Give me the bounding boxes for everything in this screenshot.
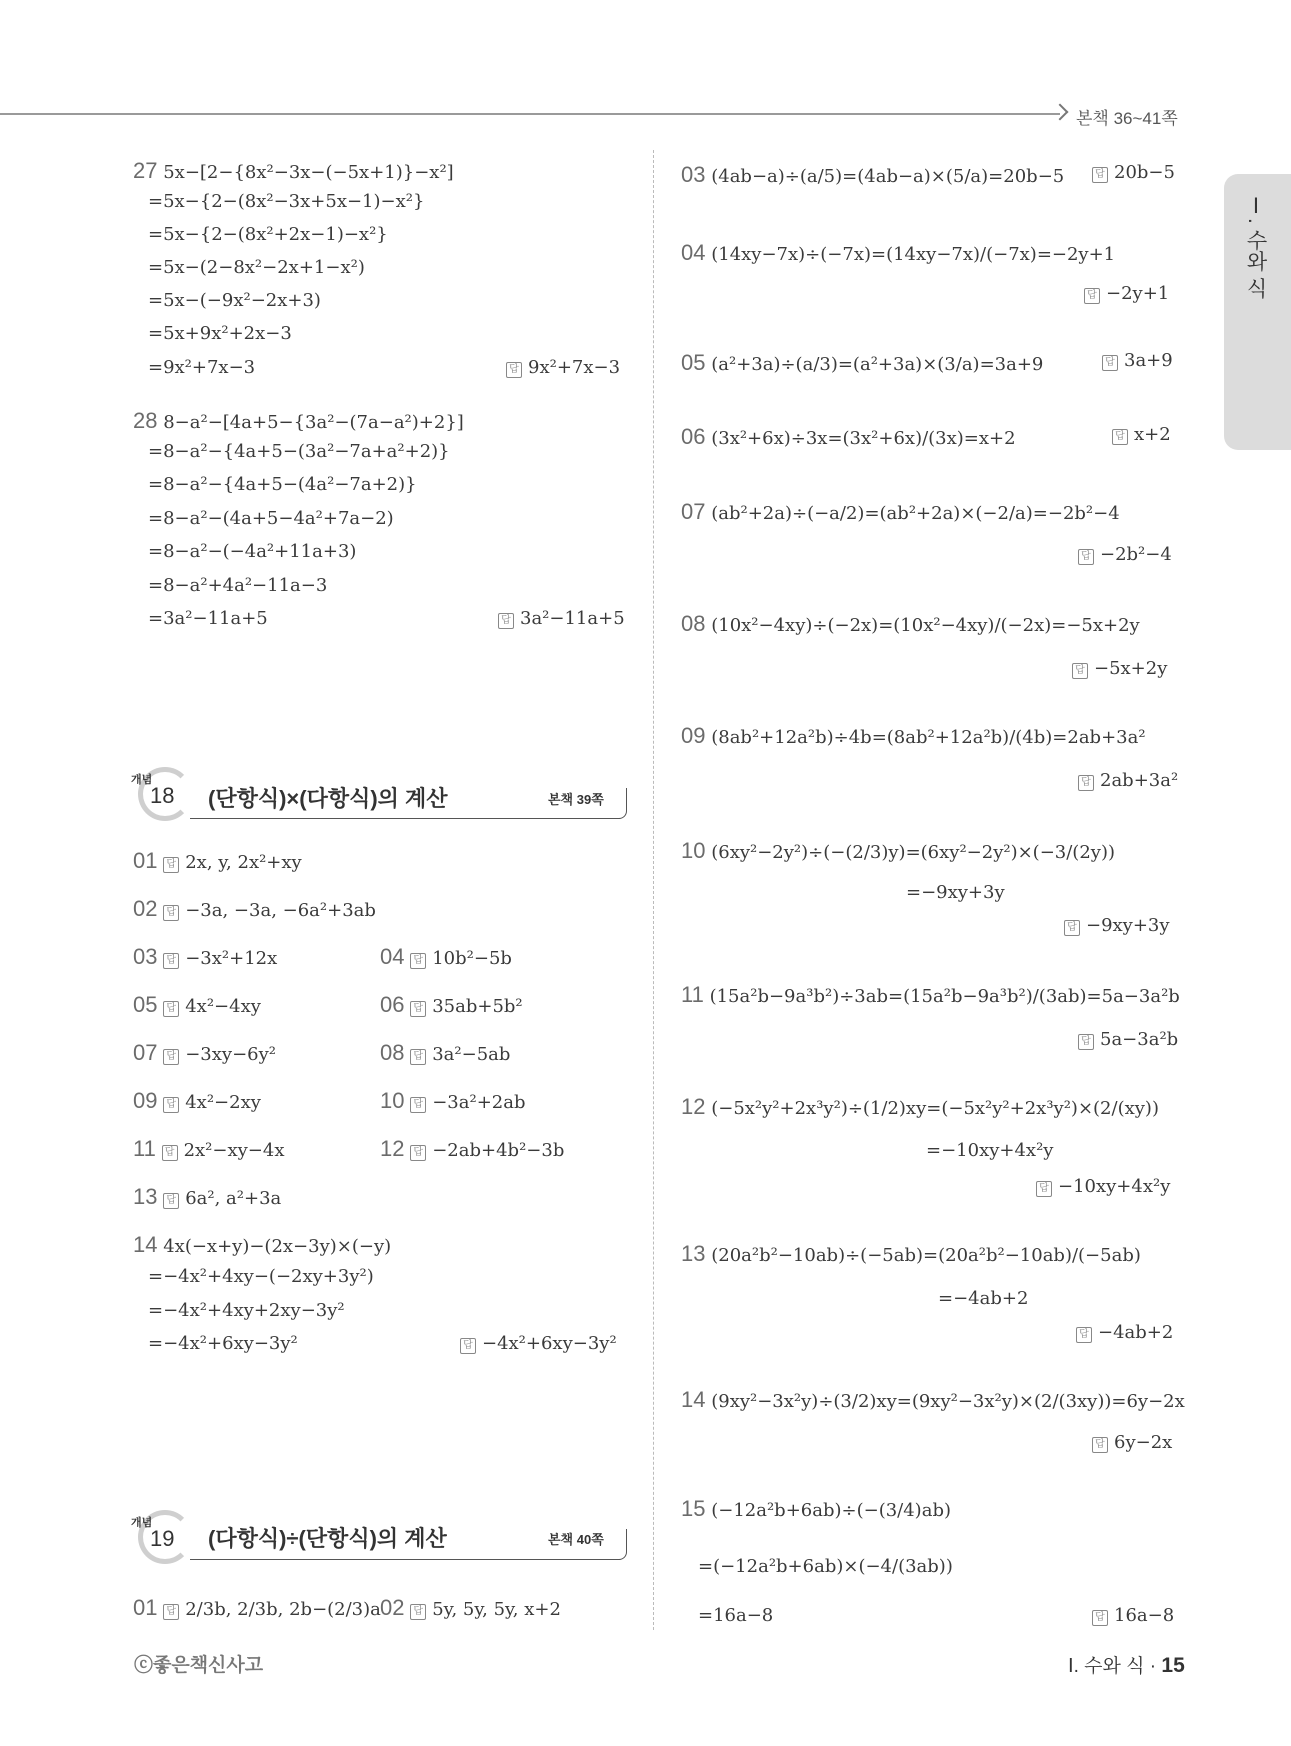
answer-icon: 답: [460, 1338, 476, 1354]
answer-icon: 답: [162, 1145, 178, 1161]
answer-icon: 답: [163, 1193, 179, 1209]
answer-icon: 답: [1092, 1610, 1108, 1626]
answer: 답 −10xy+4x²y: [1036, 1176, 1170, 1197]
answer: 답 16a−8: [1092, 1605, 1174, 1626]
answer-icon: 답: [1078, 549, 1094, 565]
answer: 답 2ab+3a²: [1078, 770, 1178, 791]
answer-item: 13 답 6a², a²+3a: [133, 1184, 282, 1209]
answer-icon: 답: [1064, 920, 1080, 936]
solution-line: =5x+9x²+2x−3: [148, 323, 292, 344]
answer: 답 9x²+7x−3: [506, 357, 620, 378]
problem-number: 27: [133, 158, 158, 183]
section-title: (다항식)÷(단항식)의 계산: [208, 1526, 447, 1551]
solution-line: =−9xy+3y: [906, 882, 1005, 903]
answer-icon: 답: [506, 362, 522, 378]
solution-line: 11 (15a²b−9a³b²)÷3ab=(15a²b−9a³b²)/(3ab)=5a−3a²b: [681, 982, 1180, 1007]
solution-line: 14 4x(−x+y)−(2x−3y)×(−y): [133, 1232, 392, 1257]
answer-icon: 답: [163, 1049, 179, 1065]
solution-line: 09 (8ab²+12a²b)÷4b=(8ab²+12a²b)/(4b)=2ab+3a²: [681, 723, 1146, 748]
page-reference: 본책 36~41쪽: [1076, 109, 1178, 128]
page-number: 15: [1161, 1654, 1185, 1677]
answer: 답 −4x²+6xy−3y²: [460, 1333, 617, 1354]
solution-line: 13 (20a²b²−10ab)÷(−5ab)=(20a²b²−10ab)/(−5ab): [681, 1241, 1141, 1266]
solution-line: =5x−(−9x²−2x+3): [148, 290, 321, 311]
answer-icon: 답: [1036, 1181, 1052, 1197]
section-reference: 본책 40쪽: [548, 1532, 604, 1547]
answer-icon: 답: [163, 905, 179, 921]
answer: 답 3a²−11a+5: [498, 608, 625, 629]
answer-item: 10 답 −3a²+2ab: [380, 1088, 526, 1113]
answer-item: 06 답 35ab+5b²: [380, 992, 523, 1017]
footer-chapter: Ⅰ. 수와 식 · 15: [1068, 1654, 1185, 1677]
answer-icon: 답: [163, 857, 179, 873]
answer-icon: 답: [498, 613, 514, 629]
answer: 답 −2b²−4: [1078, 544, 1172, 565]
answer: 답 3a+9: [1102, 350, 1173, 371]
answer-item: 04 답 10b²−5b: [380, 944, 512, 969]
answer: 답 −2y+1: [1084, 283, 1169, 304]
answer-icon: 답: [1112, 429, 1128, 445]
answer: 답 −9xy+3y: [1064, 915, 1170, 936]
answer-item: 11 답 2x²−xy−4x: [133, 1136, 285, 1161]
solution-line: =8−a²−{4a+5−(3a²−7a+a²+2)}: [148, 441, 450, 462]
answer-icon: 답: [163, 1001, 179, 1017]
answer-icon: 답: [410, 1001, 426, 1017]
solution-line: 28 8−a²−[4a+5−{3a²−(7a−a²)+2}]: [133, 408, 464, 433]
section-number: 19: [150, 1526, 175, 1551]
answer-icon: 답: [1078, 1034, 1094, 1050]
solution-line: =8−a²−(4a+5−4a²+7a−2): [148, 508, 394, 529]
answer-item: 01 답 2/3b, 2/3b, 2b−(2/3)a: [133, 1595, 381, 1620]
answer-icon: 답: [163, 1097, 179, 1113]
answer: 답 −4ab+2: [1076, 1322, 1173, 1343]
answer-icon: 답: [1078, 775, 1094, 791]
section-number: 18: [150, 783, 175, 808]
chevron-right-icon: [1052, 104, 1069, 121]
answer-item: 08 답 3a²−5ab: [380, 1040, 511, 1065]
answer: 답 −5x+2y: [1072, 658, 1167, 679]
solution-line: =−10xy+4x²y: [926, 1140, 1054, 1161]
answer: 답 6y−2x: [1092, 1432, 1172, 1453]
answer-icon: 답: [410, 953, 426, 969]
solution-line: 14 (9xy²−3x²y)÷(3/2)xy=(9xy²−3x²y)×(2/(3xy))=6y−2x: [681, 1387, 1185, 1412]
section-reference: 본책 39쪽: [548, 792, 604, 807]
solution-line: =16a−8: [698, 1605, 774, 1626]
solution-line: =−4ab+2: [938, 1288, 1029, 1309]
solution-line: =8−a²−{4a+5−(4a²−7a+2)}: [148, 474, 417, 495]
answer-icon: 답: [410, 1604, 426, 1620]
answer-icon: 답: [1092, 167, 1108, 183]
answer-icon: 답: [410, 1145, 426, 1161]
solution-line: =9x²+7x−3: [148, 357, 256, 378]
answer: 답 x+2: [1112, 424, 1171, 445]
solution-line: =5x−{2−(8x²+2x−1)−x²}: [148, 224, 388, 245]
answer-icon: 답: [410, 1097, 426, 1113]
section-underline: [190, 1559, 620, 1560]
answer-icon: 답: [163, 1604, 179, 1620]
section-label: 개념: [131, 774, 153, 786]
solution-line: 15 (−12a²b+6ab)÷(−(3/4)ab): [681, 1496, 951, 1521]
answer-item: 02 답 −3a, −3a, −6a²+3ab: [133, 896, 376, 921]
header-rule: [0, 113, 1060, 115]
solution-line: =3a²−11a+5: [148, 608, 268, 629]
column-divider: [653, 150, 654, 1630]
solution-line: 27 5x−[2−{8x²−3x−(−5x+1)}−x²]: [133, 158, 454, 183]
section-bracket: [618, 1529, 627, 1560]
solution-line: =−4x²+4xy−(−2xy+3y²): [148, 1266, 374, 1287]
solution-line: 03 (4ab−a)÷(a/5)=(4ab−a)×(5/a)=20b−5: [681, 162, 1065, 187]
answer-item: 07 답 −3xy−6y²: [133, 1040, 276, 1065]
solution-line: =5x−(2−8x²−2x+1−x²): [148, 257, 365, 278]
answer-icon: 답: [410, 1049, 426, 1065]
solution-line: 04 (14xy−7x)÷(−7x)=(14xy−7x)/(−7x)=−2y+1: [681, 240, 1116, 265]
answer-icon: 답: [1076, 1327, 1092, 1343]
answer: 답 20b−5: [1092, 162, 1175, 183]
answer-icon: 답: [1102, 355, 1118, 371]
section-bracket: [618, 788, 627, 819]
solution-line: =(−12a²b+6ab)×(−4/(3ab)): [698, 1556, 953, 1577]
section-underline: [190, 818, 620, 819]
answer-icon: 답: [1092, 1437, 1108, 1453]
answer: 답 5a−3a²b: [1078, 1029, 1178, 1050]
section-title: (단항식)×(다항식)의 계산: [208, 786, 448, 811]
solution-line: 05 (a²+3a)÷(a/3)=(a²+3a)×(3/a)=3a+9: [681, 350, 1044, 375]
answer-icon: 답: [1084, 288, 1100, 304]
solution-line: 08 (10x²−4xy)÷(−2x)=(10x²−4xy)/(−2x)=−5x+2y: [681, 611, 1140, 636]
answer-icon: 답: [163, 953, 179, 969]
solution-line: 06 (3x²+6x)÷3x=(3x²+6x)/(3x)=x+2: [681, 424, 1016, 449]
answer-item: 12 답 −2ab+4b²−3b: [380, 1136, 565, 1161]
solution-line: =−4x²+6xy−3y²: [148, 1333, 298, 1354]
publisher-logo: ⓒ좋은책신사고: [134, 1655, 264, 1676]
answer-item: 02 답 5y, 5y, 5y, x+2: [380, 1595, 561, 1620]
answer-item: 09 답 4x²−2xy: [133, 1088, 261, 1113]
solution-line: 12 (−5x²y²+2x³y²)÷(1/2)xy=(−5x²y²+2x³y²)×(2/(xy)): [681, 1094, 1159, 1119]
solution-line: =8−a²+4a²−11a−3: [148, 575, 328, 596]
section-label: 개념: [131, 1517, 153, 1529]
solution-line: 10 (6xy²−2y²)÷(−(2/3)y)=(6xy²−2y²)×(−3/(2y)): [681, 838, 1115, 863]
solution-line: 07 (ab²+2a)÷(−a/2)=(ab²+2a)×(−2/a)=−2b²−4: [681, 499, 1120, 524]
chapter-tab-label: Ⅰ. 수와 식: [1244, 194, 1267, 299]
answer-item: 01 답 2x, y, 2x²+xy: [133, 848, 302, 873]
problem-number: 28: [133, 408, 158, 433]
answer-item: 05 답 4x²−4xy: [133, 992, 261, 1017]
solution-line: =8−a²−(−4a²+11a+3): [148, 541, 357, 562]
answer-item: 03 답 −3x²+12x: [133, 944, 278, 969]
solution-line: =−4x²+4xy+2xy−3y²: [148, 1300, 345, 1321]
solution-line: =5x−{2−(8x²−3x+5x−1)−x²}: [148, 191, 425, 212]
answer-icon: 답: [1072, 663, 1088, 679]
